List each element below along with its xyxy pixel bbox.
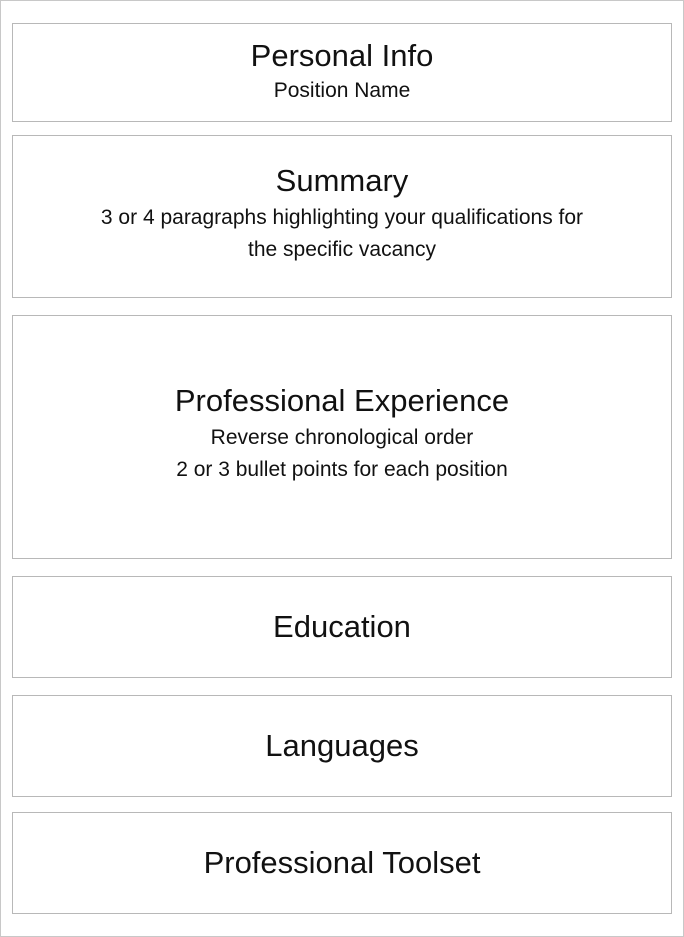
personal-info-section [12, 23, 672, 122]
education-section [12, 576, 672, 678]
professional-experience-section [12, 315, 672, 559]
summary-section [12, 135, 672, 298]
summary-line: the specific vacancy [248, 237, 436, 261]
languages-title: Languages [265, 728, 419, 763]
personal-info-title: Personal Info [250, 37, 434, 73]
education-title: Education [273, 609, 411, 644]
professional-toolset-section [12, 812, 672, 914]
professional-toolset-title: Professional Toolset [203, 845, 481, 880]
professional-experience-line: Reverse chronological order [210, 426, 474, 449]
personal-info-line: Position Name [273, 78, 411, 102]
summary-title: Summary [275, 162, 409, 198]
languages-section [12, 695, 672, 797]
professional-experience-line: 2 or 3 bullet points for each position [176, 458, 508, 481]
professional-experience-title: Professional Experience [174, 383, 510, 418]
summary-line: 3 or 4 paragraphs highlighting your qualifications for [100, 205, 584, 229]
